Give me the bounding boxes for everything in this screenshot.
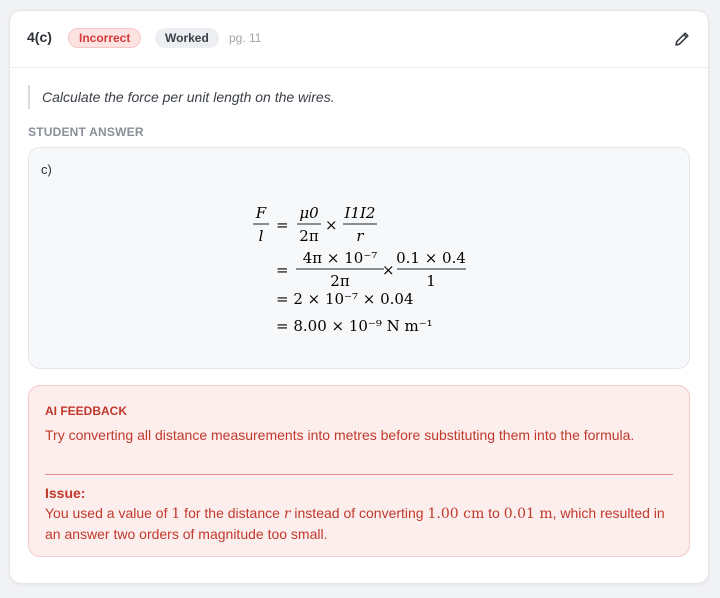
- eq-line1-f1-num: μ0: [299, 204, 319, 222]
- eq-line2-f1-num: 4π × 10⁻⁷: [302, 249, 378, 267]
- status-badge: Incorrect: [68, 28, 141, 48]
- eq-line1-times: ×: [325, 216, 338, 234]
- issue-part: You used a value of: [45, 505, 172, 521]
- student-answer-label: STUDENT ANSWER: [28, 125, 144, 139]
- card-header: [10, 11, 708, 68]
- issue-value: 0.01 m: [503, 506, 553, 522]
- issue-value: 1: [171, 506, 181, 522]
- issue-part: instead of converting: [290, 505, 428, 521]
- eq-line1-lhs-den: l: [258, 227, 264, 245]
- issue-part: , which resulted in an answer two orders of magnitude too small.: [45, 505, 665, 542]
- eq-line1-f2-num: I1I2: [344, 204, 376, 222]
- eq-line1-equals: =: [276, 216, 289, 234]
- issue-part: for the distance: [180, 505, 284, 521]
- eq-line2-f2-num: 0.1 × 0.4: [396, 249, 466, 267]
- ai-feedback-box: [28, 385, 690, 557]
- issue-value: 1.00 cm: [427, 506, 485, 522]
- eq-line2-times: ×: [382, 261, 395, 279]
- ai-feedback-label: AI FEEDBACK: [45, 404, 128, 418]
- student-answer-box: [28, 147, 690, 369]
- issue-label: Issue:: [45, 485, 86, 501]
- eq-line2-equals: =: [276, 261, 289, 279]
- eq-line2-f1-den: 2π: [330, 272, 350, 290]
- eq-line2-f2-den: 1: [426, 272, 436, 290]
- eq-line1-f2-den: r: [356, 227, 364, 245]
- feedback-divider: [45, 474, 673, 475]
- eq-line1-f1-den: 2π: [299, 227, 319, 245]
- worked-badge: Worked: [155, 28, 219, 48]
- answer-part-label: c): [41, 162, 52, 177]
- issue-variable: r: [283, 506, 291, 522]
- pencil-icon[interactable]: [672, 29, 692, 49]
- question-prompt: Calculate the force per unit length on the wires.: [28, 85, 335, 109]
- page-reference: pg. 11: [229, 31, 262, 45]
- issue-text: [45, 503, 665, 544]
- eq-line4: = 8.00 × 10⁻⁹ N m⁻¹: [276, 317, 433, 335]
- question-card: [9, 10, 709, 584]
- eq-line1-lhs-num: F: [255, 204, 267, 222]
- ai-feedback-text: Try converting all distance measurements into metres before substituting them into the formula.: [45, 427, 635, 443]
- question-number: 4(c): [27, 29, 52, 45]
- worked-equation: [29, 148, 689, 368]
- issue-part: to: [484, 505, 504, 521]
- eq-line3: = 2 × 10⁻⁷ × 0.04: [276, 290, 414, 308]
